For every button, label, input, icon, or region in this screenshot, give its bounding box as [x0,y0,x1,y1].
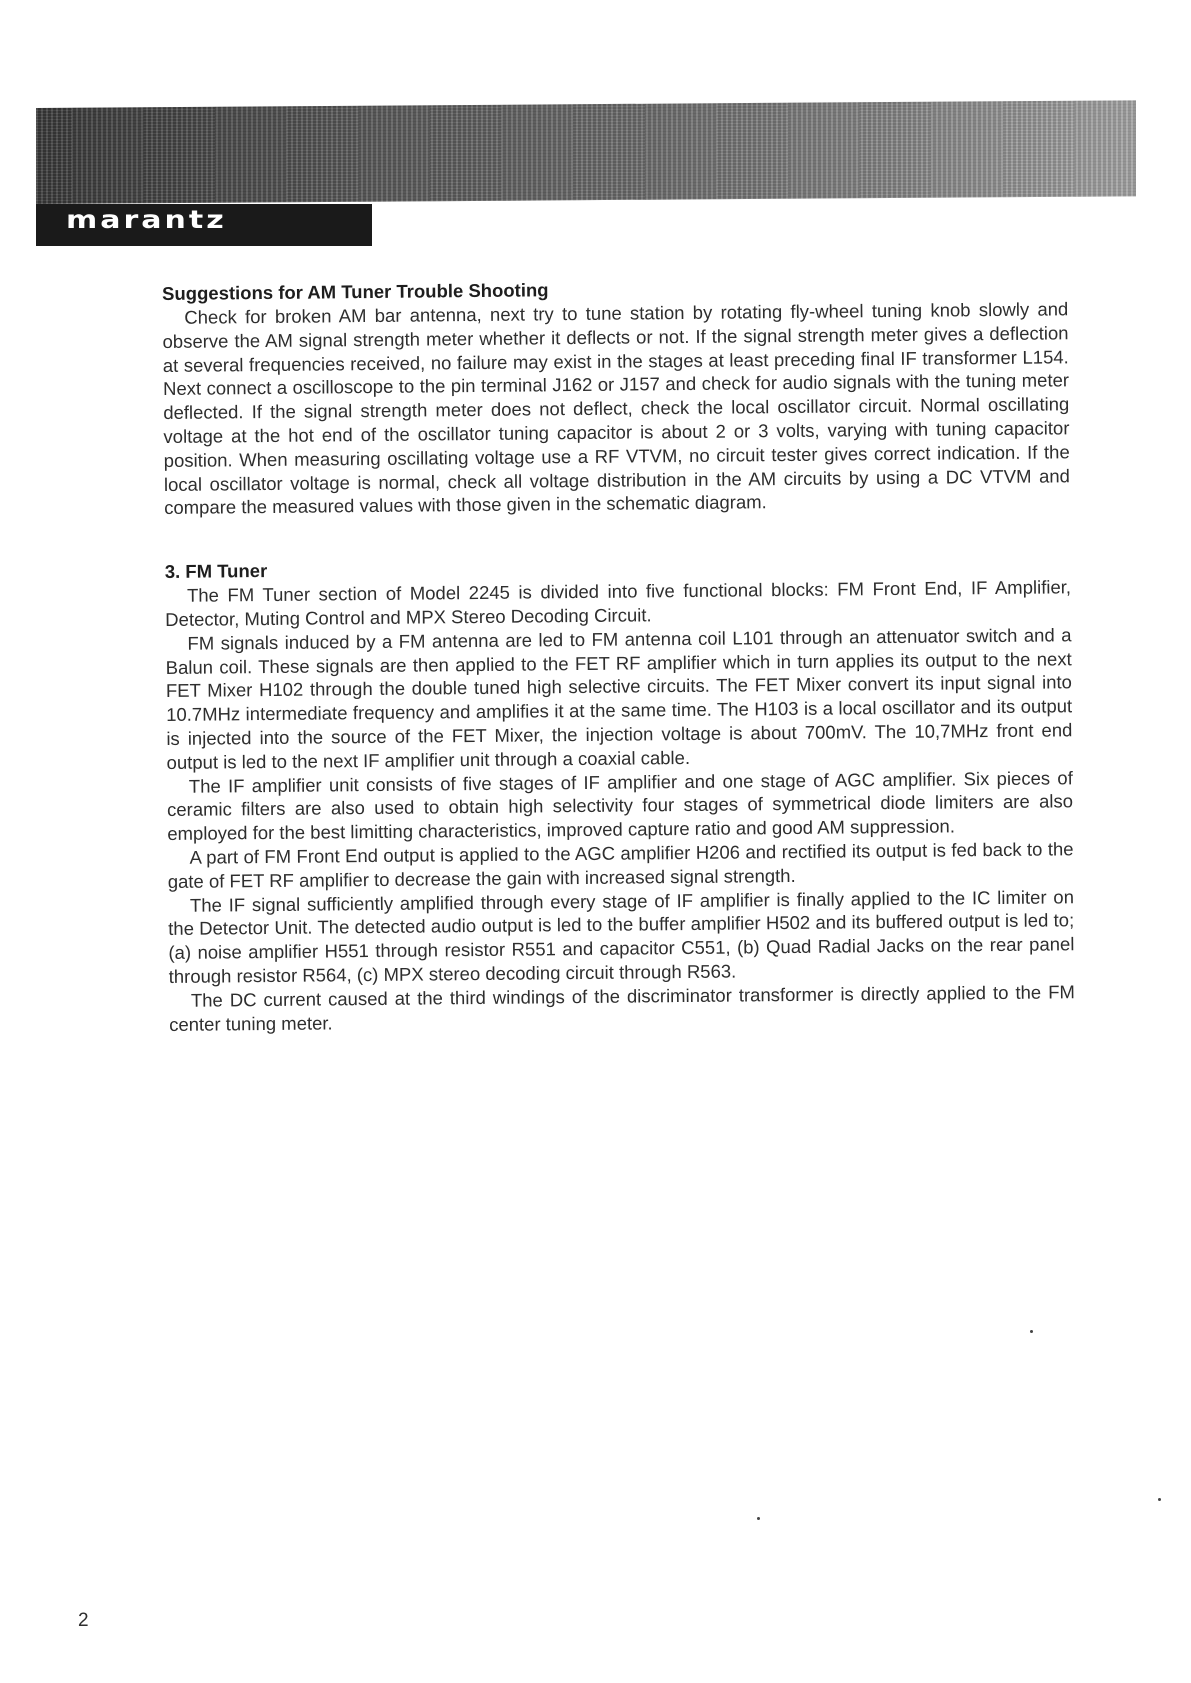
am-section-title: Suggestions for AM Tuner Trouble Shooting [162,279,549,304]
fm-paragraph-if-amplifier: The IF amplifier unit consists of five stages of IF amplifier and one stage of AGC amplifier. Six pieces of ceramic filters are also used to obtain high selectivity four stages of symmetrical diode limiters are also employed for the best limitting characteristics, improved capture ratio and good AM suppression. [166,766,1074,845]
page-content [162,273,1075,1036]
scan-speck [757,1517,760,1520]
fm-paragraph-overview: The FM Tuner section of Model 2245 is divided into five functional blocks: FM Front End, IF Amplifier, Detector, Muting Control and MPX Stereo Decoding Circuit. [165,576,1072,630]
brand-logo-text: marantz [66,206,227,235]
am-troubleshooting-section [162,273,1070,520]
scan-speck [1030,1330,1033,1333]
fm-paragraph-tuning-meter: The DC current caused at the third windings of the discriminator transformer is directly applied to the FM center tuning meter. [169,980,1075,1035]
am-paragraph: Check for broken AM bar antenna, next try to tune station by rotating fly-wheel tuning knob slowly and observe the AM signal strength meter whether it deflects or not. If the signal strength meter gives a deflection at several frequencies received, no failure may exist in the stages at least preceding final IF transformer L154. Next connect a oscilloscope to the pin terminal J162 or J157 and check for audio signals with the tuning meter deflected. If the signal strength meter does not deflect, check the local oscillator circuit. Normal oscillating voltage at the hot end of the oscillator tuning capacitor is about 2 or 3 volts, varying with tuning capacitor position. When measuring oscillating voltage use a RF VTVM, no circuit tester gives correct indication. If the local oscillator voltage is normal, check all voltage distribution in the AM circuits by using a DC VTVM and compare the measured values with those given in the schematic diagram. [162,298,1070,519]
page-number: 2 [78,1610,89,1631]
scan-speck [1158,1498,1161,1501]
fm-paragraph-front-end: FM signals induced by a FM antenna are led to FM antenna coil L101 through an attenuator switch and a Balun coil. These signals are then applied to the FET RF amplifier which in turn applies its output to the next FET Mixer H102 through the double tuned high selective circuits. The FET Mixer convert its input signal into 10.7MHz intermediate frequency and amplifies it at the same time. The H103 is a local oscillator and its output is injected into the source of the FET Mixer, the injection voltage is about 700mV. The 10,7MHz front end output is led to the next IF amplifier unit through a coaxial cable. [165,624,1073,773]
brand-logo [36,204,372,246]
header-band [36,100,1136,204]
fm-paragraph-agc: A part of FM Front End output is applied to the AGC amplifier H206 and rectified its output is fed back to the gate of FET RF amplifier to decrease the gain with increased signal strength. [167,838,1074,892]
fm-paragraph-detector: The IF signal sufficiently amplified through every stage of IF amplifier is finally applied to the IC limiter on the Detector Unit. The detected audio output is led to the buffer amplifier H502 and its buffered output is led to; (a) noise amplifier H551 through resistor R551 and capacitor C551, (b) Quad Radial Jacks on the rear panel through resistor R564, (c) MPX stereo decoding circuit through R563. [168,885,1075,987]
fm-tuner-section [165,551,1076,1036]
fm-section-title: 3. FM Tuner [164,560,268,583]
